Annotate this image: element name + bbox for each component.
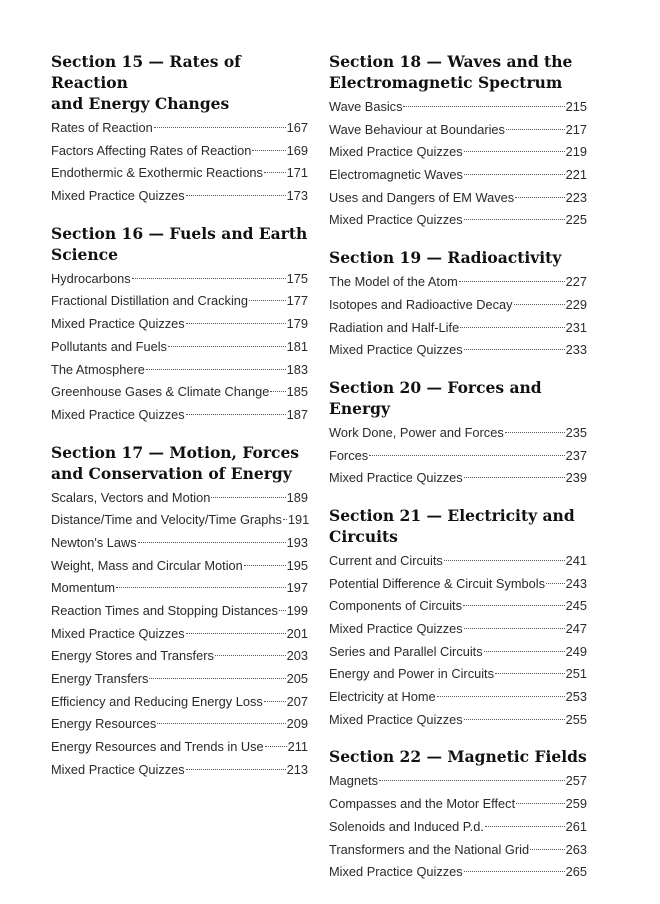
- toc-entry: [329, 294, 587, 317]
- page-number: 215: [565, 99, 587, 114]
- entry-title: Work Done, Power and Forces: [329, 424, 504, 440]
- toc-entry: [51, 713, 308, 736]
- toc-entry: [329, 119, 587, 142]
- section-title: Section 17 — Motion, Forces and Conservation of Energy: [51, 442, 300, 483]
- toc-entry: [329, 422, 587, 445]
- entry-title: Series and Parallel Circuits: [329, 643, 483, 659]
- page-number: 197: [286, 580, 308, 596]
- page-number: 201: [286, 625, 308, 641]
- dot-leader: [249, 300, 286, 301]
- entry-title: Hydrocarbons: [51, 270, 131, 286]
- toc-entry: [51, 532, 308, 555]
- toc-entry: [51, 359, 308, 382]
- entry-title: Wave Behaviour at Boundaries: [329, 121, 505, 137]
- dot-leader: [157, 723, 285, 724]
- toc-entry: [329, 339, 587, 362]
- toc-entry: [329, 96, 587, 119]
- dot-leader: [463, 605, 565, 606]
- toc-entry: [329, 709, 587, 732]
- page-number: 229: [565, 296, 587, 312]
- page-number: 185: [286, 384, 308, 400]
- entry-title: Mixed Practice Quizzes: [329, 342, 463, 358]
- toc-entry: [51, 668, 308, 691]
- dot-leader: [464, 719, 565, 720]
- page-number: 247: [565, 621, 587, 636]
- entry-title: Energy Transfers: [51, 671, 149, 687]
- dot-leader: [379, 780, 565, 781]
- dot-leader: [495, 673, 565, 674]
- dot-leader: [211, 497, 285, 498]
- dot-leader: [464, 628, 565, 629]
- page-number: 241: [565, 552, 587, 568]
- page-number: 199: [286, 603, 308, 618]
- page-number: 183: [286, 361, 308, 377]
- entry-title: Mixed Practice Quizzes: [51, 761, 185, 777]
- entry-title: Rates of Reaction: [51, 120, 153, 135]
- page-number: 245: [565, 598, 587, 614]
- entry-title: Energy Resources: [51, 716, 157, 732]
- dot-leader: [264, 172, 286, 173]
- toc-entry: [51, 645, 308, 668]
- toc-entry: [51, 140, 308, 163]
- page-number: 235: [565, 424, 587, 440]
- toc-entry: [329, 686, 587, 709]
- dot-leader: [460, 327, 564, 328]
- dot-leader: [116, 587, 286, 588]
- toc-section: [329, 746, 587, 883]
- page-number: 237: [565, 447, 587, 463]
- entry-title: Mixed Practice Quizzes: [329, 864, 463, 880]
- toc-entry: [329, 793, 587, 816]
- page-number: 227: [565, 274, 587, 290]
- toc-section: [51, 223, 308, 427]
- entry-title: Energy Resources and Trends in Use: [51, 739, 264, 755]
- dot-leader: [506, 129, 565, 130]
- toc-entry: [329, 209, 587, 232]
- toc-column-left: [51, 51, 308, 797]
- entry-title: Mixed Practice Quizzes: [51, 316, 185, 332]
- page-number: 259: [565, 796, 587, 812]
- dot-leader: [252, 150, 285, 151]
- entry-title: Compasses and the Motor Effect: [329, 796, 516, 812]
- dot-leader: [186, 414, 286, 415]
- entry-title: Scalars, Vectors and Motion: [51, 489, 211, 505]
- page-number: 251: [565, 666, 587, 682]
- entry-title: Mixed Practice Quizzes: [329, 470, 463, 486]
- page-number: 189: [286, 489, 308, 505]
- entry-title: Energy Stores and Transfers: [51, 648, 214, 664]
- toc-entry: [51, 600, 308, 623]
- toc-entry: [329, 816, 587, 839]
- page-number: 209: [286, 716, 308, 732]
- entry-title: Mixed Practice Quizzes: [329, 212, 463, 228]
- toc-entry: [329, 641, 587, 664]
- page-number: 233: [565, 342, 587, 358]
- section-title: Section 22 — Magnetic Fields: [329, 747, 587, 767]
- dot-leader: [186, 323, 286, 324]
- entry-title: Radiation and Half-Life: [329, 319, 460, 335]
- entry-title: Electromagnetic Waves: [329, 167, 463, 183]
- toc-entry: [51, 117, 308, 140]
- page-number: 265: [565, 864, 587, 880]
- dot-leader: [514, 304, 565, 305]
- page-number: 221: [565, 167, 587, 183]
- toc-section: [329, 505, 587, 732]
- dot-leader: [437, 696, 565, 697]
- toc-entry: [51, 268, 308, 291]
- dot-leader: [265, 746, 287, 747]
- page-number: 203: [286, 648, 308, 664]
- toc-section: [329, 247, 587, 362]
- page-number: 255: [565, 711, 587, 727]
- toc-entry: [51, 509, 308, 532]
- toc-section: [51, 51, 308, 208]
- toc-entry: [51, 313, 308, 336]
- entry-title: Solenoids and Induced P.d.: [329, 818, 484, 834]
- entry-title: Isotopes and Radioactive Decay: [329, 296, 513, 312]
- toc-section: [329, 377, 587, 490]
- toc-entry: [51, 290, 308, 313]
- dot-leader: [464, 219, 565, 220]
- entry-title: Weight, Mass and Circular Motion: [51, 557, 243, 573]
- dot-leader: [459, 281, 565, 282]
- page-number: 195: [286, 557, 308, 573]
- entry-title: Fractional Distillation and Cracking: [51, 293, 249, 309]
- page-number: 179: [286, 316, 308, 332]
- toc-entry: [329, 271, 587, 294]
- dot-leader: [146, 369, 286, 370]
- toc-entry: [51, 404, 308, 427]
- entry-title: Magnets: [329, 773, 379, 789]
- dot-leader: [154, 127, 286, 128]
- toc-entry: [51, 577, 308, 600]
- page-number: 243: [565, 575, 587, 591]
- dot-leader: [186, 633, 286, 634]
- dot-leader: [515, 197, 564, 198]
- entry-title: The Atmosphere: [51, 361, 145, 377]
- entry-title: Wave Basics: [329, 99, 403, 114]
- entry-title: Reaction Times and Stopping Distances: [51, 603, 278, 618]
- dot-leader: [168, 346, 286, 347]
- page-number: 211: [287, 739, 308, 755]
- entry-title: Components of Circuits: [329, 598, 462, 614]
- section-title: Section 15 — Rates of Reaction and Energy Changes: [51, 52, 241, 113]
- page-number: 177: [286, 293, 308, 309]
- entry-title: Mixed Practice Quizzes: [329, 711, 463, 727]
- section-title: Section 16 — Fuels and Earth Science: [51, 223, 308, 264]
- page-number: 261: [565, 818, 587, 834]
- page-number: 217: [565, 121, 587, 137]
- toc-entry: [329, 663, 587, 686]
- page-number: 249: [565, 643, 587, 659]
- toc-entry: [329, 595, 587, 618]
- toc-entry: [51, 487, 308, 510]
- toc-entry: [51, 162, 308, 185]
- toc-entry: [329, 187, 587, 210]
- page-number: 207: [286, 693, 308, 709]
- dot-leader: [403, 106, 564, 107]
- page-number: 213: [286, 761, 308, 777]
- dot-leader: [186, 769, 286, 770]
- toc-entry: [329, 467, 587, 490]
- toc-entry: [51, 381, 308, 404]
- toc-entry: [51, 736, 308, 759]
- dot-leader: [270, 391, 285, 392]
- dot-leader: [283, 519, 287, 520]
- toc-entry: [51, 759, 308, 782]
- section-title: Section 18 — Waves and the Electromagnetic Spectrum: [329, 52, 573, 92]
- entry-title: Factors Affecting Rates of Reaction: [51, 142, 252, 158]
- entry-title: Newton's Laws: [51, 534, 137, 550]
- section-title: Section 19 — Radioactivity: [329, 248, 562, 268]
- toc-entry: [329, 861, 587, 884]
- dot-leader: [215, 655, 286, 656]
- page-number: 175: [286, 270, 308, 286]
- section-title: Section 20 — Forces and Energy: [329, 377, 542, 418]
- dot-leader: [279, 610, 286, 611]
- entry-title: Forces: [329, 447, 369, 463]
- page-number: 171: [286, 165, 308, 181]
- toc-entry: [51, 691, 308, 714]
- entry-title: Current and Circuits: [329, 552, 443, 568]
- page-number: 253: [565, 689, 587, 705]
- page-number: 181: [286, 338, 308, 354]
- page-number: 191: [287, 512, 310, 528]
- entry-title: Endothermic & Exothermic Reactions: [51, 165, 263, 181]
- dot-leader: [464, 349, 565, 350]
- page-number: 167: [286, 120, 308, 135]
- entry-title: Mixed Practice Quizzes: [51, 406, 185, 422]
- page-number: 225: [565, 212, 587, 228]
- page-number: 173: [286, 188, 308, 204]
- dot-leader: [505, 432, 565, 433]
- dot-leader: [530, 849, 565, 850]
- toc-column-right: [329, 51, 587, 899]
- dot-leader: [149, 678, 285, 679]
- page-number: 263: [565, 841, 587, 857]
- dot-leader: [264, 701, 286, 702]
- entry-title: Greenhouse Gases & Climate Change: [51, 384, 270, 400]
- dot-leader: [369, 455, 565, 456]
- entry-title: Mixed Practice Quizzes: [51, 625, 185, 641]
- dot-leader: [244, 565, 286, 566]
- toc-entry: [329, 770, 587, 793]
- toc-entry: [329, 164, 587, 187]
- toc-entry: [51, 336, 308, 359]
- entry-title: Potential Difference & Circuit Symbols: [329, 575, 545, 591]
- dot-leader: [132, 278, 286, 279]
- dot-leader: [138, 542, 286, 543]
- entry-title: Transformers and the National Grid: [329, 841, 530, 857]
- dot-leader: [516, 803, 565, 804]
- dot-leader: [186, 195, 286, 196]
- page-number: 257: [565, 773, 587, 789]
- toc-entry: [329, 573, 587, 596]
- entry-title: Mixed Practice Quizzes: [329, 621, 463, 636]
- dot-leader: [464, 151, 565, 152]
- toc-entry: [51, 185, 308, 208]
- page-number: 193: [286, 534, 308, 550]
- page-number: 239: [565, 470, 587, 486]
- page-number: 223: [565, 189, 587, 205]
- toc-entry: [51, 555, 308, 578]
- page-number: 219: [565, 144, 587, 160]
- toc-section: [51, 442, 308, 782]
- toc-entry: [51, 623, 308, 646]
- dot-leader: [484, 651, 565, 652]
- toc-entry: [329, 839, 587, 862]
- page-number: 187: [286, 406, 308, 422]
- entry-title: Momentum: [51, 580, 116, 596]
- entry-title: Efficiency and Reducing Energy Loss: [51, 693, 263, 709]
- dot-leader: [464, 871, 565, 872]
- entry-title: Distance/Time and Velocity/Time Graphs: [51, 512, 282, 528]
- toc-entry: [329, 317, 587, 340]
- dot-leader: [444, 560, 565, 561]
- entry-title: Pollutants and Fuels: [51, 338, 167, 354]
- entry-title: Uses and Dangers of EM Waves: [329, 189, 515, 205]
- section-title: Section 21 — Electricity and Circuits: [329, 505, 575, 546]
- toc-entry: [329, 618, 587, 641]
- page-number: 231: [565, 319, 587, 335]
- entry-title: Mixed Practice Quizzes: [329, 144, 463, 160]
- dot-leader: [546, 583, 565, 584]
- toc-entry: [329, 141, 587, 164]
- entry-title: Electricity at Home: [329, 689, 436, 705]
- toc-section: [329, 51, 587, 232]
- dot-leader: [464, 174, 565, 175]
- toc-entry: [329, 445, 587, 468]
- dot-leader: [485, 826, 565, 827]
- entry-title: Energy and Power in Circuits: [329, 666, 495, 682]
- dot-leader: [464, 477, 565, 478]
- toc-entry: [329, 550, 587, 573]
- entry-title: Mixed Practice Quizzes: [51, 188, 185, 204]
- page-number: 205: [286, 671, 308, 687]
- page-number: 169: [286, 142, 308, 158]
- entry-title: The Model of the Atom: [329, 274, 458, 290]
